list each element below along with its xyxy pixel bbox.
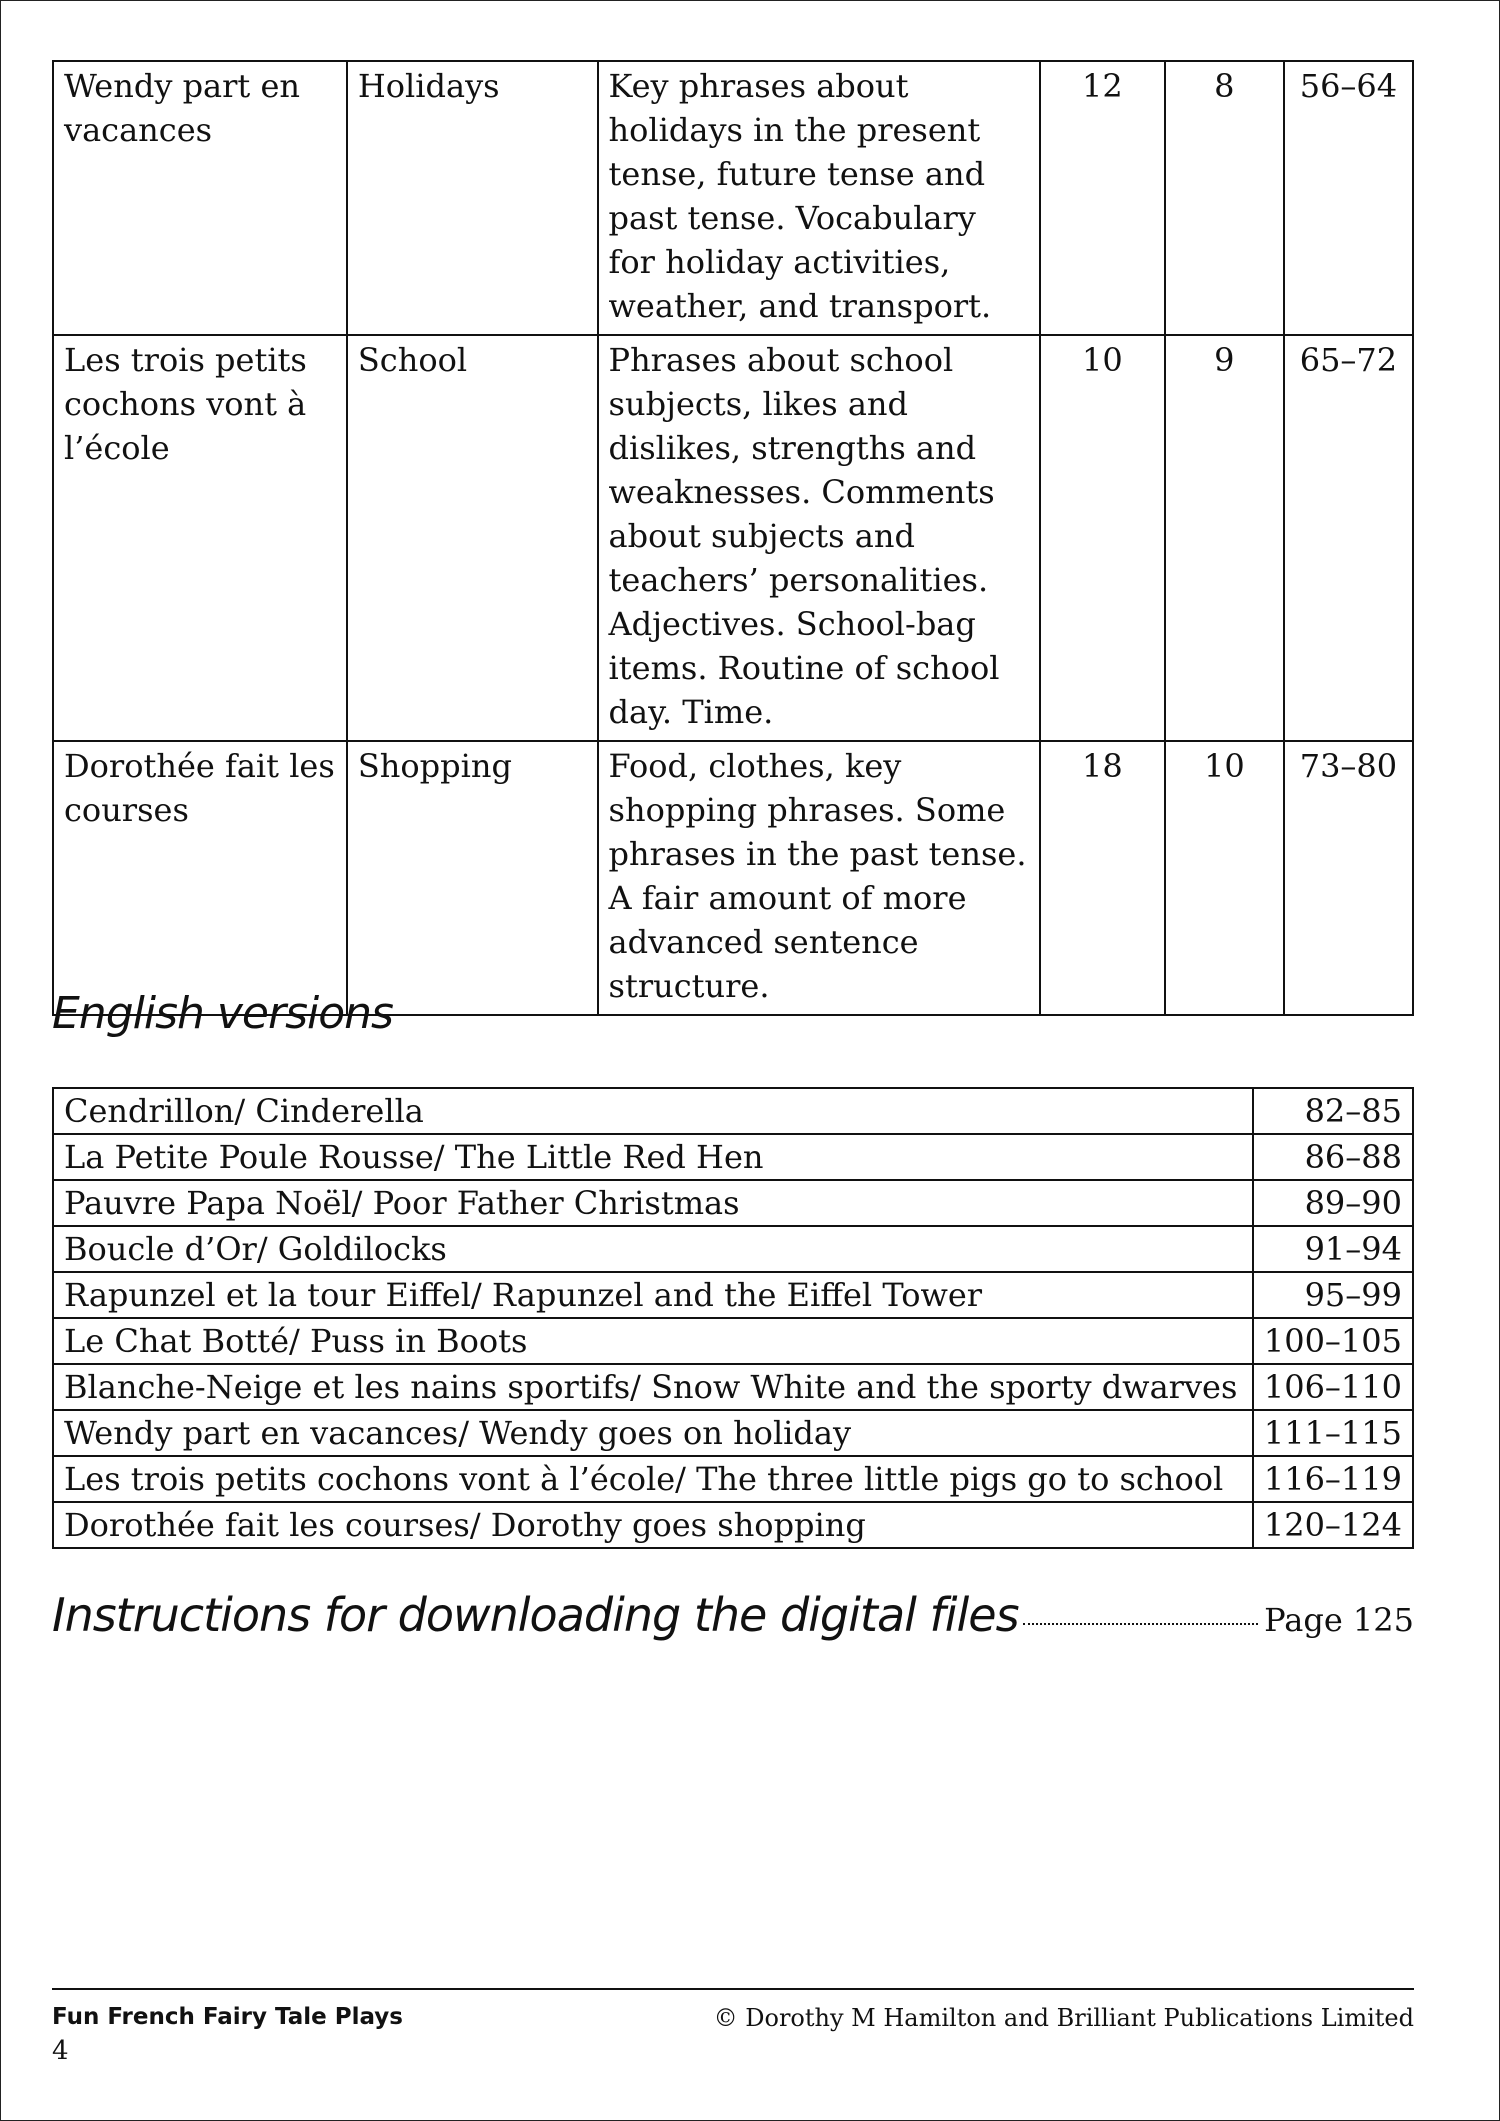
play-pages-cell: 56–64 <box>1284 61 1413 335</box>
plays-table <box>52 60 1414 1016</box>
table-row <box>53 1272 1413 1318</box>
english-versions-heading: English versions <box>52 988 393 1039</box>
instructions-label: Instructions for downloading the digital files <box>52 1588 1019 1642</box>
play-title-cell: Wendy part en vacances <box>53 61 347 335</box>
english-title-cell: Dorothée fait les courses/ Dorothy goes shopping <box>53 1502 1253 1548</box>
english-title-cell: Le Chat Botté/ Puss in Boots <box>53 1318 1253 1364</box>
table-row <box>53 1410 1413 1456</box>
english-pages-cell: 86–88 <box>1253 1134 1413 1180</box>
english-title-cell: Pauvre Papa Noël/ Poor Father Christmas <box>53 1180 1253 1226</box>
table-row <box>53 1318 1413 1364</box>
english-title-cell: Les trois petits cochons vont à l’école/ The three little pigs go to school <box>53 1456 1253 1502</box>
play-count-cell: 12 <box>1040 61 1165 335</box>
play-count-cell: 9 <box>1165 335 1284 741</box>
play-title-cell: Les trois petits cochons vont à l’école <box>53 335 347 741</box>
play-title-cell: Dorothée fait les courses <box>53 741 347 1015</box>
footer-rule <box>52 1988 1414 1990</box>
footer-book-title: Fun French Fairy Tale Plays <box>52 2004 403 2030</box>
play-description-cell: Food, clothes, key shopping phrases. Some phrases in the past tense. A fair amount of more advanced sentence structure. <box>598 741 1040 1015</box>
english-title-cell: Blanche-Neige et les nains sportifs/ Snow White and the sporty dwarves <box>53 1364 1253 1410</box>
play-topic-cell: Shopping <box>347 741 598 1015</box>
english-pages-cell: 116–119 <box>1253 1456 1413 1502</box>
english-title-cell: Boucle d’Or/ Goldilocks <box>53 1226 1253 1272</box>
footer-copyright: © Dorothy M Hamilton and Brilliant Publications Limited <box>713 2004 1414 2032</box>
play-count-cell: 8 <box>1165 61 1284 335</box>
table-row <box>53 61 1413 335</box>
english-pages-cell: 106–110 <box>1253 1364 1413 1410</box>
play-count-cell: 18 <box>1040 741 1165 1015</box>
english-title-cell: Wendy part en vacances/ Wendy goes on holiday <box>53 1410 1253 1456</box>
play-pages-cell: 73–80 <box>1284 741 1413 1015</box>
play-description-cell: Phrases about school subjects, likes and dislikes, strengths and weaknesses. Comments about subjects and teachers’ personalities. Adjectives. School-bag items. Routine of school day. Time. <box>598 335 1040 741</box>
table-row <box>53 1088 1413 1134</box>
english-pages-cell: 95–99 <box>1253 1272 1413 1318</box>
english-versions-body <box>53 1088 1413 1548</box>
english-pages-cell: 91–94 <box>1253 1226 1413 1272</box>
english-pages-cell: 100–105 <box>1253 1318 1413 1364</box>
english-pages-cell: 120–124 <box>1253 1502 1413 1548</box>
play-pages-cell: 65–72 <box>1284 335 1413 741</box>
table-row <box>53 1134 1413 1180</box>
footer-page-number: 4 <box>52 2036 69 2066</box>
english-title-cell: La Petite Poule Rousse/ The Little Red Hen <box>53 1134 1253 1180</box>
english-title-cell: Cendrillon/ Cinderella <box>53 1088 1253 1134</box>
table-row <box>53 1364 1413 1410</box>
table-row <box>53 335 1413 741</box>
table-row <box>53 1502 1413 1548</box>
table-row <box>53 1226 1413 1272</box>
dot-leader <box>1023 1623 1259 1625</box>
english-versions-table <box>52 1087 1414 1549</box>
play-count-cell: 10 <box>1040 335 1165 741</box>
play-count-cell: 10 <box>1165 741 1284 1015</box>
english-pages-cell: 111–115 <box>1253 1410 1413 1456</box>
play-description-cell: Key phrases about holidays in the present tense, future tense and past tense. Vocabulary for holiday activities, weather, and transport. <box>598 61 1040 335</box>
instructions-line <box>52 1588 1414 1642</box>
instructions-page: Page 125 <box>1264 1601 1414 1639</box>
table-row <box>53 741 1413 1015</box>
english-title-cell: Rapunzel et la tour Eiffel/ Rapunzel and the Eiffel Tower <box>53 1272 1253 1318</box>
english-pages-cell: 82–85 <box>1253 1088 1413 1134</box>
table-row <box>53 1180 1413 1226</box>
table-row <box>53 1456 1413 1502</box>
english-pages-cell: 89–90 <box>1253 1180 1413 1226</box>
plays-table-body <box>53 61 1413 1015</box>
play-topic-cell: School <box>347 335 598 741</box>
play-topic-cell: Holidays <box>347 61 598 335</box>
